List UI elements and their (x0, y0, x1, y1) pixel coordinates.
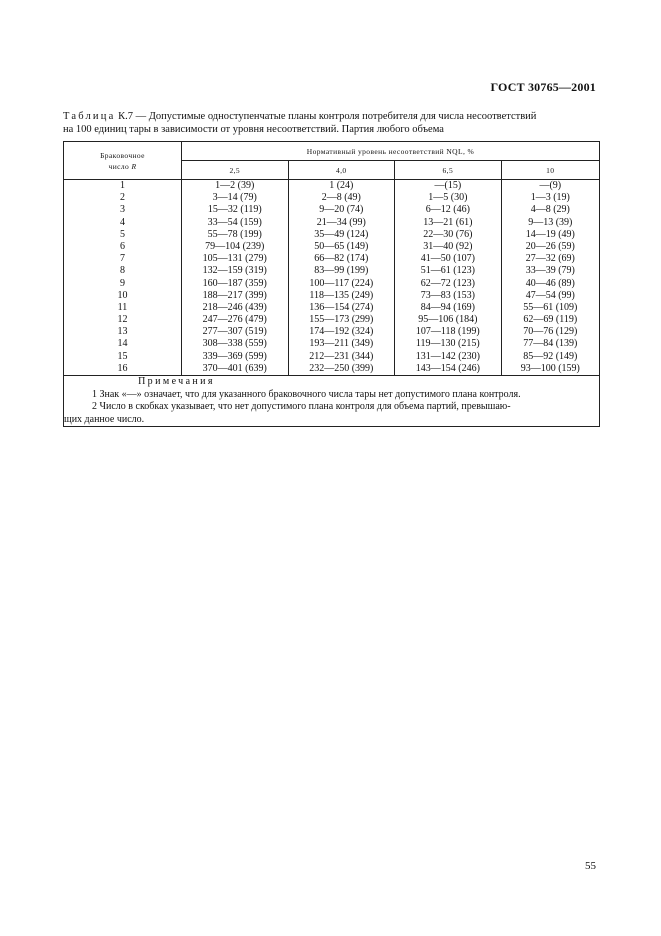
plan-cell: 6—12 (46) (425, 204, 470, 216)
plan-cell: 370—401 (639) (202, 362, 267, 374)
plan-cell: 95—106 (184) (418, 314, 478, 326)
rejection-number-value: 11 (117, 301, 128, 313)
plan-cell: 193—211 (349) (309, 338, 374, 350)
plan-cell: 93—100 (159) (520, 362, 580, 374)
plan-cell: 9—13 (39) (528, 216, 573, 228)
plan-cell: —(9) (539, 180, 562, 191)
plan-cell: 77—84 (139) (523, 338, 578, 350)
plan-cell: 218—246 (439) (202, 301, 267, 313)
nql-level-header: 4,0 (288, 161, 395, 180)
plan-cell: 83—99 (199) (314, 265, 369, 277)
plan-cell: 2—8 (49) (321, 192, 361, 204)
plan-cell: 40—46 (89) (525, 277, 575, 289)
plan-cell: 118—135 (249) (309, 289, 374, 301)
rejection-number-value: 10 (117, 289, 128, 301)
nql-2-5-column (182, 180, 289, 376)
nql-level-header: 6,5 (395, 161, 502, 180)
plan-cell: 308—338 (559) (202, 338, 267, 350)
plan-cell: 160—187 (359) (202, 277, 267, 289)
plan-cell: 70—76 (129) (523, 326, 578, 338)
plan-cell: 132—159 (319) (202, 265, 267, 277)
plan-cell: 79—104 (239) (205, 240, 265, 252)
plan-cell: 105—131 (279) (202, 253, 267, 265)
plan-cell: 1—2 (39) (215, 180, 255, 191)
rejection-number-column (64, 180, 182, 376)
nql-6-5-column (395, 180, 502, 376)
rejection-number-value: 3 (120, 204, 125, 216)
plan-cell: 41—50 (107) (420, 253, 475, 265)
plan-cell: 143—154 (246) (415, 362, 480, 374)
rejection-number-value: 15 (117, 350, 128, 362)
plan-cell: 55—61 (109) (523, 301, 578, 313)
plan-cell: 62—69 (119) (523, 314, 578, 326)
standard-number: ГОСТ 30765—2001 (490, 80, 596, 94)
plan-cell: 174—192 (324) (309, 326, 374, 338)
nql-4-0-column (288, 180, 395, 376)
plan-cell: 107—118 (199) (415, 326, 480, 338)
plan-cell: 277—307 (519) (202, 326, 267, 338)
plan-cell: 27—32 (69) (525, 253, 575, 265)
plan-cell: 1—3 (19) (530, 192, 570, 204)
rejection-number-value: 6 (120, 240, 125, 252)
plan-cell: 20—26 (59) (525, 240, 575, 252)
plan-cell: 13—21 (61) (423, 216, 473, 228)
plan-cell: 1—5 (30) (428, 192, 468, 204)
plan-cell: 9—20 (74) (319, 204, 364, 216)
nql-group-header: Нормативный уровень несоответствий NQL, % (182, 142, 600, 161)
plan-cell: 1 (24) (329, 180, 354, 191)
rejection-number-header-line2: число (108, 161, 132, 171)
rejection-number-value: 4 (120, 216, 125, 228)
plan-cell: 14—19 (49) (525, 228, 575, 240)
rejection-number-value: 5 (120, 228, 125, 240)
plan-cell: 85—92 (149) (523, 350, 578, 362)
rejection-number-value: 1 (120, 180, 125, 191)
plan-cell: 232—250 (399) (309, 362, 374, 374)
note-2-line2: щих данное число. (64, 413, 145, 425)
plan-cell: 31—40 (92) (423, 240, 473, 252)
rejection-number-value: 2 (120, 192, 125, 204)
page-number: 55 (585, 860, 596, 872)
rejection-number-header (64, 142, 182, 180)
caption-label: Таблица (63, 111, 116, 122)
plan-cell: 50—65 (149) (314, 240, 369, 252)
plan-cell: 33—39 (79) (525, 265, 575, 277)
rejection-number-value: 8 (120, 265, 125, 277)
nql-level-header: 2,5 (182, 161, 289, 180)
rejection-number-symbol: R (131, 161, 137, 171)
plan-cell: 247—276 (479) (202, 314, 267, 326)
plan-cell: 51—61 (123) (420, 265, 475, 277)
plan-cell: 35—49 (124) (314, 228, 369, 240)
plan-cell: 188—217 (399) (202, 289, 267, 301)
plan-cell: 47—54 (99) (525, 289, 575, 301)
note-2-line1: 2 Число в скобках указывает, что нет допустимого плана контроля для объема партий, превышаю- (92, 401, 511, 413)
table-notes (64, 376, 600, 427)
nql-10-column (501, 180, 599, 376)
plan-cell: 119—130 (215) (415, 338, 480, 350)
plan-cell: 73—83 (153) (420, 289, 475, 301)
rejection-number-value: 13 (117, 326, 128, 338)
plan-cell: 4—8 (29) (530, 204, 570, 216)
plan-cell: 62—72 (123) (420, 277, 475, 289)
acceptance-plan-table (63, 141, 600, 427)
plan-cell: 22—30 (76) (423, 228, 473, 240)
plan-cell: —(15) (434, 180, 462, 191)
plan-cell: 136—154 (274) (309, 301, 374, 313)
plan-cell: 84—94 (169) (420, 301, 475, 313)
plan-cell: 15—32 (119) (207, 204, 262, 216)
plan-cell: 100—117 (224) (309, 277, 374, 289)
rejection-number-header-line1: Браковочное (100, 150, 145, 160)
table-caption (63, 110, 608, 136)
rejection-number-value: 9 (120, 277, 125, 289)
plan-cell: 339—369 (599) (202, 350, 267, 362)
plan-cell: 33—54 (159) (207, 216, 262, 228)
rejection-number-value: 14 (117, 338, 128, 350)
rejection-number-value: 7 (120, 253, 125, 265)
rejection-number-value: 12 (117, 314, 128, 326)
plan-cell: 155—173 (299) (309, 314, 374, 326)
plan-cell: 55—78 (199) (207, 228, 262, 240)
plan-cell: 131—142 (230) (415, 350, 480, 362)
plan-cell: 3—14 (79) (212, 192, 257, 204)
rejection-number-value: 16 (117, 362, 128, 374)
plan-cell: 66—82 (174) (314, 253, 369, 265)
note-1: 1 Знак «—» означает, что для указанного браковочного числа тары нет допустимого плана контроля. (92, 388, 521, 400)
caption-text-line2: на 100 единиц тары в зависимости от уровня несоответствий. Партия любого объема (63, 124, 444, 135)
nql-level-header: 10 (501, 161, 599, 180)
caption-text-line1: К.7 — Допустимые одноступенчатые планы контроля потребителя для числа несоответствий (115, 111, 537, 122)
plan-cell: 212—231 (344) (309, 350, 374, 362)
plan-cell: 21—34 (99) (316, 216, 366, 228)
notes-title: Примечания (138, 376, 215, 387)
